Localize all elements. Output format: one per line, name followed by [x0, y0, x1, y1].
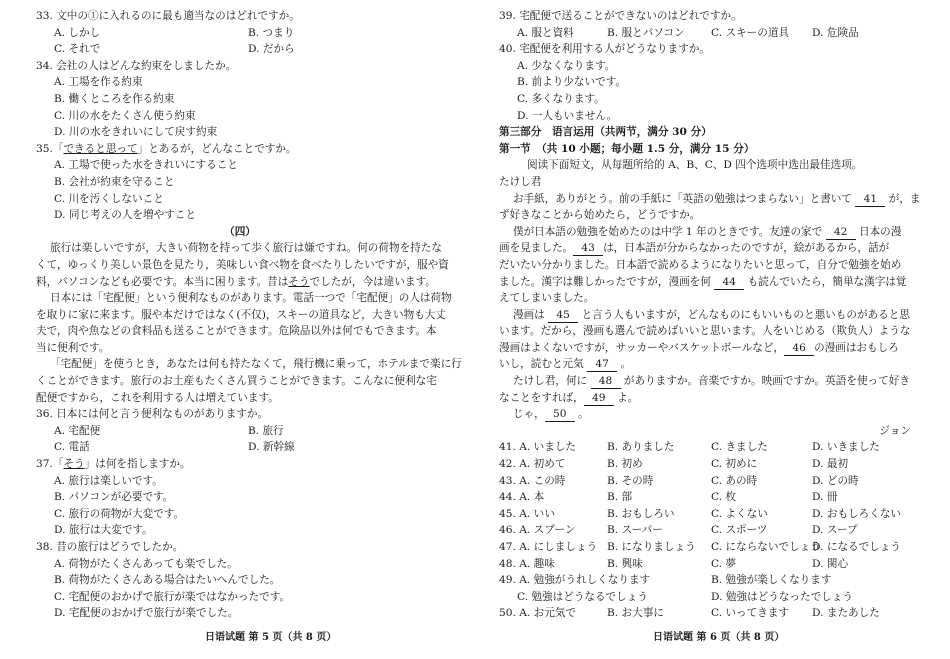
q40-option-b: B. 前より少ないです。	[517, 76, 627, 89]
choice-row-44: 44. A. 本 B. 部 C. 枚 D. 冊	[499, 491, 838, 504]
q40-option-c: C. 多くなります。	[517, 92, 605, 105]
passage-line: 「宅配便」を使うとき，あなたは何も持たなくて，飛行機に乗って，ホテルまで楽に行	[50, 358, 462, 371]
passage-line: 夫で，肉や魚などの食料品も送ることができます。危険品以外は何でもできます。本	[36, 325, 437, 338]
q34-option-d: D. 川の水をきれいにして戻す約束	[54, 126, 218, 139]
section-title-4: （四）	[224, 225, 256, 238]
blank-48: 48	[591, 375, 621, 389]
q39-options	[499, 25, 913, 42]
choice-row-46: 46. A. スプーン B. スーパー C. スポーツ D. スープ	[499, 524, 858, 537]
q33-option-d: D. だから	[248, 43, 295, 56]
letter-line: 漫画はよくないですが，サッカーやバスケットボールなど， 46 の漫画はおもしろ	[499, 341, 899, 354]
q40-option-d: D. 一人もいません。	[517, 109, 618, 122]
blank-46: 46	[784, 342, 814, 356]
q37-option-a: A. 旅行は楽しいです。	[54, 474, 163, 487]
choice-row-50: 50. A. お元気で B. お大事に C. いってきます D. またあした	[499, 607, 880, 620]
q36-option-d: D. 新幹線	[248, 441, 295, 454]
page-footer-right: 日语试题 第 6 页（共 8 页）	[653, 632, 785, 643]
passage-line: 配便ですから，これを利用する人は増えています。	[36, 391, 279, 404]
passage-line: 日本には「宅配便」という便利なものがあります。電話一つで「宅配便」の人は荷物	[50, 292, 452, 305]
q40-stem: 40. 宅配便を利用する人がどうなりますか。	[499, 43, 710, 56]
q33-options-row2	[36, 41, 444, 58]
q38-option-d: D. 宅配便のおかげで旅行が楽でした。	[54, 607, 239, 620]
letter-line: います。だから，漫画も選んで読めばいいと思います。人をいじめる（欺负人）ような	[499, 325, 911, 338]
blank-47: 47	[587, 358, 617, 372]
letter-line: だいたい分かりました。日本語で読めるようになりたいと思って，自分で勉強を始め	[499, 258, 902, 271]
letter-line: 画を見ました。 43 は，日本語が分からなかったのですが，絵があるから，話が	[499, 242, 890, 255]
letter-line: じゃ， 50 。	[513, 408, 589, 421]
passage-line: 料，パソコンなども必要です。本当に困ります。昔はそうでしたが，今は違います。	[36, 275, 436, 288]
q35-option-a: A. 工場で使った水をきれいにすること	[54, 159, 238, 172]
q33-option-a: A. しかし	[54, 26, 101, 39]
q34-stem: 34. 会社の人はどんな約束をしましたか。	[36, 59, 237, 72]
q35-stem: 35.「できると思って」とあるが，どんなことですか。	[36, 142, 297, 155]
q39-option-a: A. 服と資料	[517, 26, 574, 39]
q38-option-a: A. 荷物がたくさんあっても楽でした。	[54, 557, 238, 570]
q37-option-b: B. パソコンが必要です。	[54, 491, 174, 504]
passage-line: くて，ゆっくり美しい景色を見たり，美味しい食べ物を食べたりしたいですが，服や資	[36, 258, 449, 271]
passage-line: 当に便利です。	[36, 341, 110, 354]
choice-row-49-cd: C. 勉強はどうなるでしょう D. 勉強はどうなったでしょう	[517, 590, 853, 603]
q34-option-b: B. 働くところを作る約束	[54, 92, 175, 105]
letter-line: いし，読むと元気 47 。	[499, 358, 632, 371]
q36-option-b: B. 旅行	[248, 424, 284, 437]
salutation: たけし君	[499, 175, 542, 188]
q36-option-c: C. 電話	[54, 441, 90, 454]
choice-row-48: 48. A. 趣味 B. 興味 C. 夢 D. 関心	[499, 557, 849, 570]
q35-option-d: D. 同じ考えの人を増やすこと	[54, 209, 196, 222]
q34-option-a: A. 工場を作る約束	[54, 76, 143, 89]
q38-option-c: C. 宅配便のおかげで旅行が楽ではなかったです。	[54, 590, 291, 603]
q37-option-d: D. 旅行は大変です。	[54, 524, 153, 537]
blank-45: 45	[548, 309, 578, 323]
section1-title: 第一节 （共 10 小题；每小题 1.5 分，满分 15 分）	[499, 142, 755, 155]
choice-row-45: 45. A. いい B. おもしろい C. よくない D. おもしろくない	[499, 507, 902, 520]
letter-line: なことをすれば， 49 よ。	[499, 391, 639, 404]
q33-option-c: C. それで	[54, 43, 101, 56]
passage-line: を取りに家に来ます。服や本だけではなく(不仅)，スキーの道具など，大きい物も大丈	[36, 308, 446, 321]
q39-option-c: C. スキーの道具	[711, 26, 790, 39]
q40-option-a: A. 少なくなります。	[517, 59, 616, 72]
q36-options-row2	[36, 439, 444, 456]
q36-option-a: A. 宅配便	[54, 424, 101, 437]
choice-row-47: 47. A. にしましょう B. になりましょう C. にならないでしょう D. になるでしょう	[499, 541, 901, 553]
q33-options-row1	[36, 25, 444, 42]
blank-42: 42	[826, 226, 856, 240]
q39-stem: 39. 宅配便で送ることができないのはどれですか。	[499, 10, 742, 22]
choice-row-41: 41. A. いました B. ありました C. きました D. いきました	[499, 441, 880, 454]
passage-line: 旅行は楽しいですが，大きい荷物を持って歩く旅行は嫌ですね。何の荷物を持たな	[50, 242, 442, 255]
q38-option-b: B. 荷物がたくさんある場合はたいへんでした。	[54, 574, 281, 587]
q37-stem: 37.「そう」は何を指しますか。	[36, 458, 191, 471]
letter-line: ず好きなことから始めたら，どうですか。	[499, 209, 701, 222]
choice-row-42: 42. A. 初めて B. 初め C. 初めに D. 最初	[499, 458, 849, 471]
letter-line: えてしまいました。	[499, 292, 595, 305]
q35-option-b: B. 会社が約束を守ること	[54, 175, 175, 188]
q37-option-c: C. 旅行の荷物が大変です。	[54, 507, 185, 520]
instruction: 阅读下面短文，从每题所给的 A、B、C、D 四个选项中选出最佳选项。	[527, 159, 863, 172]
blank-50: 50	[545, 408, 575, 422]
signature: ジョン	[879, 424, 911, 437]
left-page	[36, 8, 462, 622]
q33-option-b: B. つまり	[248, 26, 295, 39]
letter-line: ました。漢字は難しかったですが，漫画を何 44 も読んでいたら，簡単な漢字は覚	[499, 275, 907, 288]
passage-line: くことができます。旅行のお土産もたくさん買うことができます。こんなに便利な宅	[36, 375, 437, 388]
choice-row-49-ab: 49. A. 勉強がうれしくなります B. 勉強が楽しくなります	[499, 574, 832, 587]
blank-41: 41	[855, 193, 885, 207]
q36-options-row1	[36, 423, 444, 440]
blank-44: 44	[714, 276, 744, 290]
choice-row-43: 43. A. この時 B. その時 C. あの時 D. どの時	[499, 474, 859, 487]
blank-43: 43	[573, 242, 603, 256]
q38-stem: 38. 昔の旅行はどうでしたか。	[36, 541, 184, 553]
q36-stem: 36. 日本には何と言う便利なものがありますか。	[36, 408, 269, 421]
q33-stem: 33. 文中の①に入れるのに最も適当なのはどれですか。	[36, 10, 300, 22]
letter-line: お手紙，ありがとう。前の手紙に「英語の勉強はつまらない」と書いて 41 が，ま	[513, 192, 921, 205]
page-footer-left: 日语试题 第 5 页（共 8 页）	[205, 632, 337, 643]
q39-option-d: D. 危険品	[812, 26, 859, 39]
letter-line: たけし君，何に 48 がありますか。音楽ですか。映画ですか。英語を使って好き	[513, 375, 910, 388]
letter-line: 漫画は 45 と言う人もいますが，どんなものにもいいものと悪いものがあると思	[513, 308, 910, 321]
q35-option-c: C. 川を汚くしないこと	[54, 192, 164, 205]
q39-option-b: B. 服とパソコン	[607, 26, 685, 39]
part3-title: 第三部分 语言运用（共两节，满分 30 分）	[499, 126, 712, 139]
right-page	[499, 8, 921, 622]
letter-line: 僕が日本語の勉強を始めたのは中学 1 年のときです。友達の家で 42 日本の漫	[513, 225, 902, 238]
blank-49: 49	[584, 392, 614, 406]
q34-option-c: C. 川の水をたくさん使う約束	[54, 109, 196, 122]
